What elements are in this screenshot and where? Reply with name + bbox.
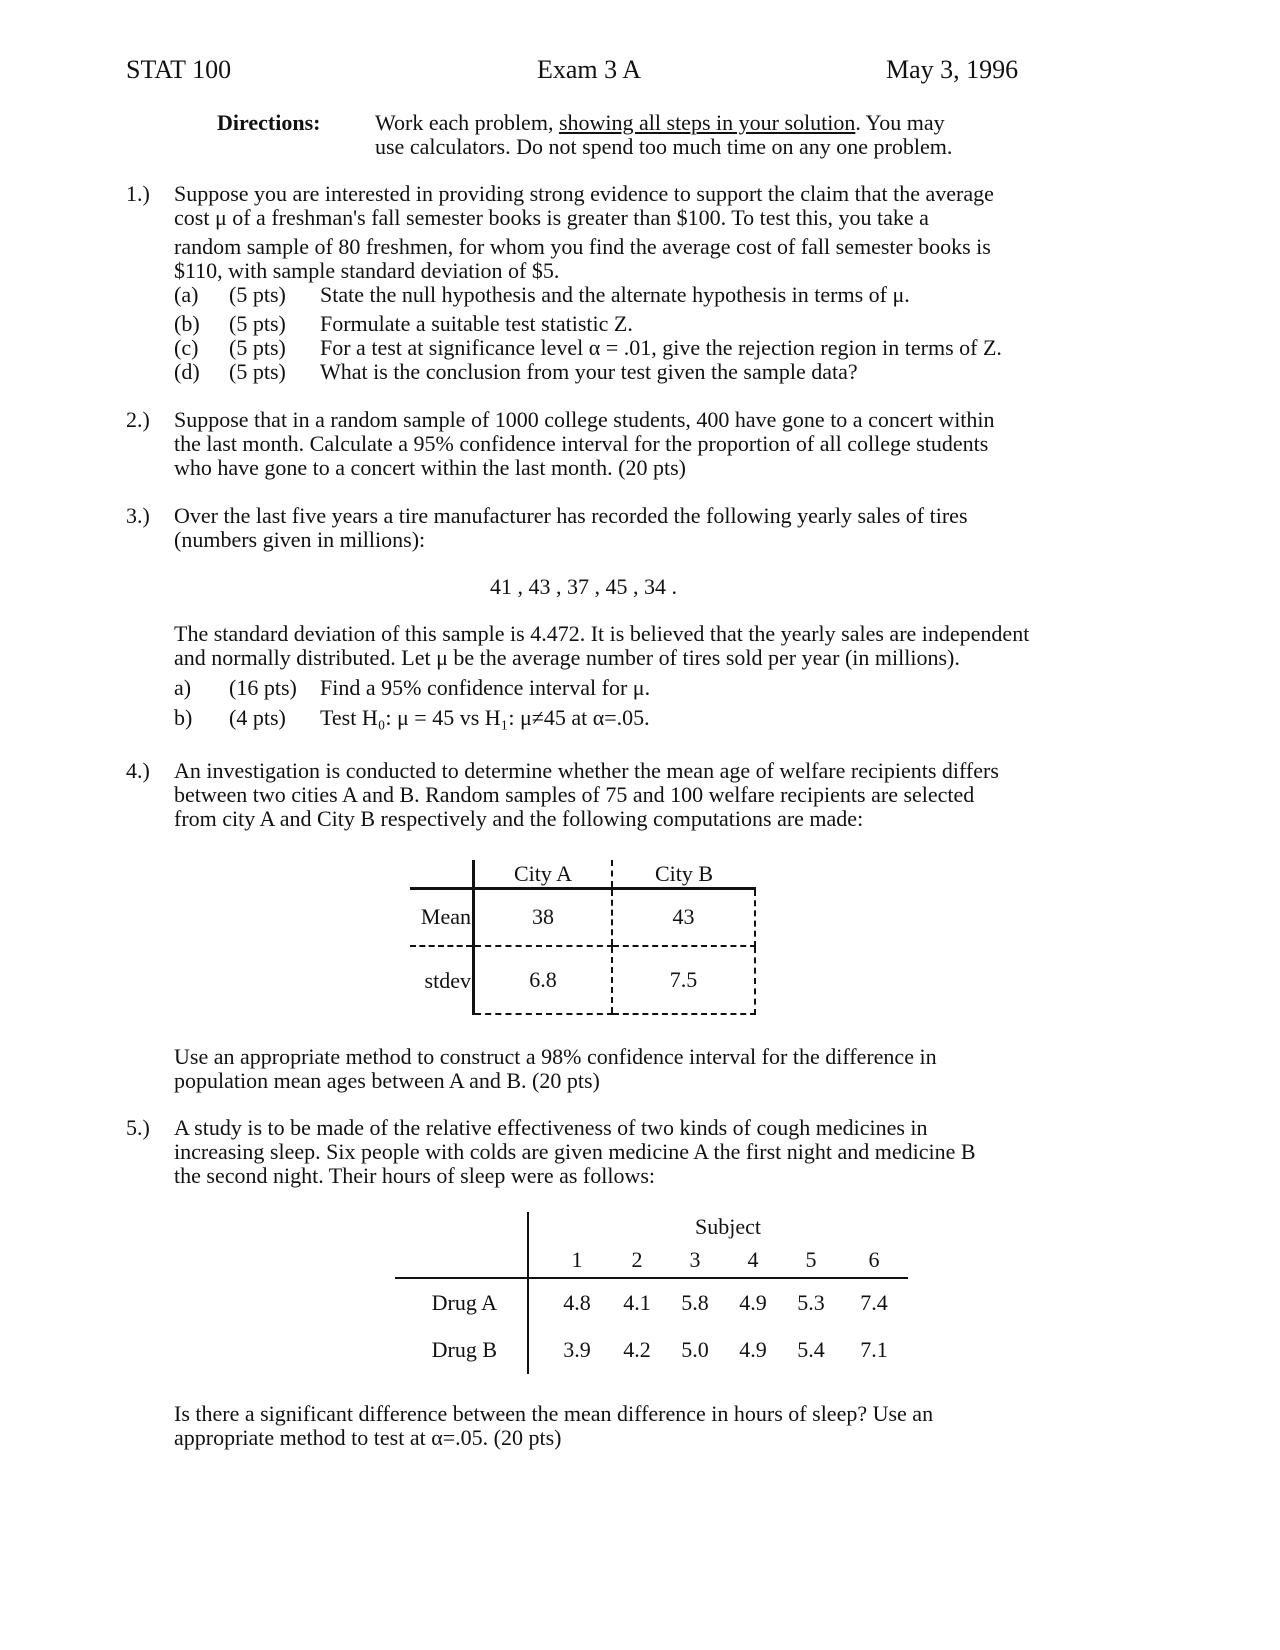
column-header: 3 — [666, 1242, 724, 1278]
problem-text: between two cities A and B. Random samples of 75 and 100 welfare recipients are selected — [174, 782, 975, 807]
subject-header: Subject — [528, 1212, 908, 1242]
problem-part: (c) (5 pts) For a test at significance level α = .01, give the rejection region in terms of Z. — [174, 335, 1002, 360]
problem-text: the last month. Calculate a 95% confidence interval for the proportion of all college students — [174, 431, 989, 456]
sales-data: 41 , 43 , 37 , 45 , 34 . — [490, 574, 677, 599]
table-cell: 7.1 — [860, 1337, 888, 1362]
table-cell: 4.9 — [739, 1289, 767, 1315]
problem-text: appropriate method to test at α=.05. (20 pts) — [174, 1425, 562, 1450]
directions-line-1: Work each problem, showing all steps in your solution. You may — [375, 110, 945, 135]
column-header: 1 — [528, 1242, 608, 1278]
problem-text: random sample of 80 freshmen, for whom you find the average cost of fall semester books is — [174, 234, 991, 259]
problem-part: (b) (5 pts) Formulate a suitable test statistic Z. — [174, 311, 633, 336]
table-cell: 4.1 — [623, 1289, 651, 1315]
problem-number: 3.) — [126, 503, 150, 528]
column-header: 2 — [608, 1242, 666, 1278]
exam-title: Exam 3 A — [537, 55, 641, 84]
problem-text: who have gone to a concert within the last month. (20 pts) — [174, 455, 686, 480]
column-header: City A — [474, 860, 613, 888]
problem-part: b) (4 pts) Test H₀: μ = 45 vs H₁: μ≠45 at α=.05. — [174, 705, 650, 730]
problem-text: (numbers given in millions): — [174, 527, 426, 552]
problem-text: A study is to be made of the relative effectiveness of two kinds of cough medicines in — [174, 1115, 928, 1140]
problem-text: and normally distributed. Let μ be the average number of tires sold per year (in millions). — [174, 645, 960, 670]
problem-text: increasing sleep. Six people with colds are given medicine A the first night and medicine B — [174, 1139, 976, 1164]
table-cell: 3.9 — [528, 1326, 608, 1374]
table-cell: 5.0 — [681, 1337, 709, 1362]
row-label: Mean — [410, 888, 474, 946]
table-cell: 5.3 — [797, 1289, 825, 1315]
problem-text: Is there a significant difference between the mean difference in hours of sleep? Use an — [174, 1401, 934, 1426]
problem-text: from city A and City B respectively and the following computations are made: — [174, 806, 864, 831]
row-label: Drug B — [431, 1337, 497, 1362]
directions-label: Directions: — [217, 110, 321, 135]
table-cell: 4.9 — [739, 1337, 767, 1362]
column-header: 6 — [840, 1242, 908, 1278]
problem-text: The standard deviation of this sample is 4.472. It is believed that the yearly sales are independent — [174, 621, 1030, 646]
problem-text: $110, with sample standard deviation of $5. — [174, 258, 560, 283]
directions-line-2: use calculators. Do not spend too much time on any one problem. — [375, 134, 953, 159]
table-cell: 5.4 — [797, 1337, 825, 1362]
column-header: City B — [612, 860, 755, 888]
problem-text: cost μ of a freshman's fall semester books is greater than $100. To test this, you take a — [174, 205, 929, 230]
problem-text: population mean ages between A and B. (20 pts) — [174, 1068, 600, 1093]
problem-part: a) (16 pts) Find a 95% confidence interval for μ. — [174, 675, 651, 700]
table-cell: 4.2 — [623, 1337, 651, 1362]
table-cell: 7.5 — [612, 946, 755, 1014]
problem-number: 2.) — [126, 407, 150, 432]
problem-text: Over the last five years a tire manufacturer has recorded the following yearly sales of tires — [174, 503, 968, 528]
course-title: STAT 100 — [126, 55, 232, 84]
column-header: 5 — [782, 1242, 840, 1278]
problem-text: Use an appropriate method to construct a 98% confidence interval for the difference in — [174, 1044, 937, 1069]
table-cell: 43 — [612, 888, 755, 946]
problem-text: Suppose you are interested in providing strong evidence to support the claim that the average — [174, 181, 994, 206]
column-header: 4 — [724, 1242, 782, 1278]
sleep-table — [395, 1212, 908, 1374]
problem-number: 1.) — [126, 181, 150, 206]
table-cell: 7.4 — [860, 1289, 888, 1315]
city-table — [410, 860, 756, 1015]
problem-part: (a) (5 pts) State the null hypothesis and the alternate hypothesis in terms of μ. — [174, 282, 910, 307]
row-label: stdev — [424, 967, 471, 993]
table-cell: 38 — [474, 888, 613, 946]
problem-text: An investigation is conducted to determine whether the mean age of welfare recipients differs — [174, 758, 999, 783]
problem-text: the second night. Their hours of sleep were as follows: — [174, 1163, 656, 1188]
problem-part: (d) (5 pts) What is the conclusion from your test given the sample data? — [174, 359, 858, 384]
problem-text: Suppose that in a random sample of 1000 college students, 400 have gone to a concert within — [174, 407, 995, 432]
row-label: Drug A — [431, 1289, 497, 1315]
problem-number: 5.) — [126, 1115, 150, 1140]
exam-date: May 3, 1996 — [886, 55, 1019, 84]
table-cell: 6.8 — [474, 946, 613, 1014]
problem-number: 4.) — [126, 758, 150, 783]
table-cell: 4.8 — [528, 1278, 608, 1326]
table-cell: 5.8 — [681, 1289, 709, 1315]
